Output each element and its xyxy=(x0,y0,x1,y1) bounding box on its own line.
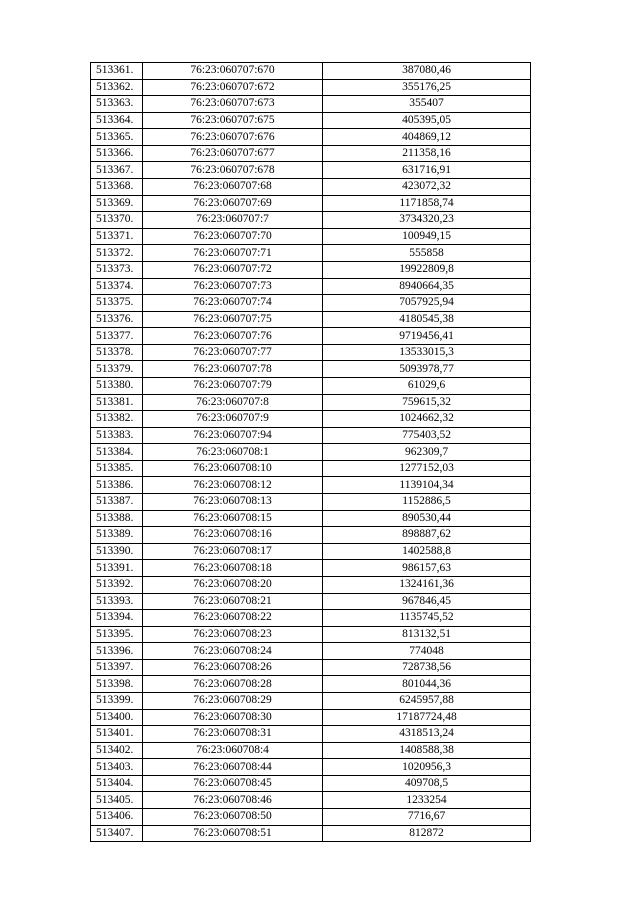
row-number-cell: 513389. xyxy=(91,527,143,544)
row-number-cell: 513393. xyxy=(91,593,143,610)
table-row xyxy=(91,510,531,527)
cadastral-value-cell: 801044,36 xyxy=(323,676,531,693)
table-row xyxy=(91,394,531,411)
cadastral-value-cell: 759615,32 xyxy=(323,394,531,411)
cadastral-number-cell: 76:23:060708:1 xyxy=(143,444,323,461)
cadastral-value-cell: 19922809,8 xyxy=(323,261,531,278)
table-row xyxy=(91,278,531,295)
row-number-cell: 513391. xyxy=(91,560,143,577)
table-row xyxy=(91,726,531,743)
cadastral-number-cell: 76:23:060708:28 xyxy=(143,676,323,693)
table-row xyxy=(91,460,531,477)
cadastral-number-cell: 76:23:060708:16 xyxy=(143,527,323,544)
row-number-cell: 513367. xyxy=(91,162,143,179)
table-row xyxy=(91,344,531,361)
table-row xyxy=(91,825,531,842)
cadastral-value-cell: 890530,44 xyxy=(323,510,531,527)
row-number-cell: 513400. xyxy=(91,709,143,726)
table-row xyxy=(91,543,531,560)
row-number-cell: 513379. xyxy=(91,361,143,378)
cadastral-number-cell: 76:23:060707:79 xyxy=(143,377,323,394)
cadastral-number-cell: 76:23:060707:94 xyxy=(143,427,323,444)
cadastral-number-cell: 76:23:060707:75 xyxy=(143,311,323,328)
table-row xyxy=(91,527,531,544)
table-row xyxy=(91,610,531,627)
cadastral-number-cell: 76:23:060708:29 xyxy=(143,692,323,709)
table-row xyxy=(91,63,531,80)
cadastral-value-cell: 3734320,23 xyxy=(323,212,531,229)
cadastral-value-cell: 4180545,38 xyxy=(323,311,531,328)
row-number-cell: 513397. xyxy=(91,659,143,676)
table-row xyxy=(91,295,531,312)
cadastral-value-cell: 211358,16 xyxy=(323,145,531,162)
cadastral-number-cell: 76:23:060707:72 xyxy=(143,261,323,278)
table-row xyxy=(91,560,531,577)
cadastral-value-cell: 1024662,32 xyxy=(323,411,531,428)
cadastral-number-cell: 76:23:060708:18 xyxy=(143,560,323,577)
cadastral-value-cell: 7057925,94 xyxy=(323,295,531,312)
table-row xyxy=(91,261,531,278)
row-number-cell: 513380. xyxy=(91,377,143,394)
cadastral-number-cell: 76:23:060708:50 xyxy=(143,809,323,826)
row-number-cell: 513386. xyxy=(91,477,143,494)
table-row xyxy=(91,643,531,660)
table-row xyxy=(91,162,531,179)
cadastral-number-cell: 76:23:060707:678 xyxy=(143,162,323,179)
table-row xyxy=(91,792,531,809)
table-row xyxy=(91,809,531,826)
table-row xyxy=(91,444,531,461)
cadastral-value-cell: 409708,5 xyxy=(323,775,531,792)
row-number-cell: 513392. xyxy=(91,576,143,593)
row-number-cell: 513381. xyxy=(91,394,143,411)
row-number-cell: 513390. xyxy=(91,543,143,560)
table-row xyxy=(91,775,531,792)
cadastral-value-cell: 1233254 xyxy=(323,792,531,809)
row-number-cell: 513407. xyxy=(91,825,143,842)
cadastral-number-cell: 76:23:060707:68 xyxy=(143,179,323,196)
row-number-cell: 513387. xyxy=(91,494,143,511)
cadastral-number-cell: 76:23:060708:45 xyxy=(143,775,323,792)
cadastral-value-cell: 898887,62 xyxy=(323,527,531,544)
cadastral-value-cell: 813132,51 xyxy=(323,626,531,643)
cadastral-number-cell: 76:23:060707:74 xyxy=(143,295,323,312)
row-number-cell: 513382. xyxy=(91,411,143,428)
cadastral-value-cell: 986157,63 xyxy=(323,560,531,577)
cadastral-value-cell: 1135745,52 xyxy=(323,610,531,627)
row-number-cell: 513371. xyxy=(91,228,143,245)
table-row xyxy=(91,179,531,196)
cadastral-value-cell: 355407 xyxy=(323,96,531,113)
cadastral-number-cell: 76:23:060708:22 xyxy=(143,610,323,627)
row-number-cell: 513361. xyxy=(91,63,143,80)
table-row xyxy=(91,228,531,245)
table-row xyxy=(91,709,531,726)
row-number-cell: 513406. xyxy=(91,809,143,826)
cadastral-number-cell: 76:23:060707:71 xyxy=(143,245,323,262)
cadastral-value-cell: 1139104,34 xyxy=(323,477,531,494)
row-number-cell: 513394. xyxy=(91,610,143,627)
cadastral-number-cell: 76:23:060707:78 xyxy=(143,361,323,378)
row-number-cell: 513370. xyxy=(91,212,143,229)
row-number-cell: 513378. xyxy=(91,344,143,361)
cadastral-number-cell: 76:23:060707:70 xyxy=(143,228,323,245)
table-row xyxy=(91,576,531,593)
cadastral-number-cell: 76:23:060707:9 xyxy=(143,411,323,428)
table-row xyxy=(91,212,531,229)
row-number-cell: 513369. xyxy=(91,195,143,212)
table-row xyxy=(91,361,531,378)
cadastral-number-cell: 76:23:060707:677 xyxy=(143,145,323,162)
cadastral-value-cell: 1324161,36 xyxy=(323,576,531,593)
row-number-cell: 513404. xyxy=(91,775,143,792)
row-number-cell: 513366. xyxy=(91,145,143,162)
cadastral-value-cell: 775403,52 xyxy=(323,427,531,444)
row-number-cell: 513373. xyxy=(91,261,143,278)
cadastral-value-cell: 812872 xyxy=(323,825,531,842)
cadastral-value-cell: 8940664,35 xyxy=(323,278,531,295)
row-number-cell: 513377. xyxy=(91,328,143,345)
table-row xyxy=(91,377,531,394)
cadastral-number-cell: 76:23:060708:24 xyxy=(143,643,323,660)
table-row xyxy=(91,692,531,709)
table-row xyxy=(91,96,531,113)
cadastral-number-cell: 76:23:060708:51 xyxy=(143,825,323,842)
row-number-cell: 513376. xyxy=(91,311,143,328)
cadastral-value-cell: 4318513,24 xyxy=(323,726,531,743)
cadastral-value-cell: 13533015,3 xyxy=(323,344,531,361)
cadastral-value-cell: 631716,91 xyxy=(323,162,531,179)
cadastral-number-cell: 76:23:060707:8 xyxy=(143,394,323,411)
cadastral-value-cell: 1152886,5 xyxy=(323,494,531,511)
cadastral-number-cell: 76:23:060708:12 xyxy=(143,477,323,494)
table-row xyxy=(91,742,531,759)
table-row xyxy=(91,477,531,494)
cadastral-number-cell: 76:23:060708:13 xyxy=(143,494,323,511)
row-number-cell: 513405. xyxy=(91,792,143,809)
cadastral-value-cell: 17187724,48 xyxy=(323,709,531,726)
table-row xyxy=(91,411,531,428)
table-row xyxy=(91,328,531,345)
cadastral-number-cell: 76:23:060707:672 xyxy=(143,79,323,96)
cadastral-value-cell: 423072,32 xyxy=(323,179,531,196)
cadastral-value-cell: 967846,45 xyxy=(323,593,531,610)
cadastral-number-cell: 76:23:060708:23 xyxy=(143,626,323,643)
row-number-cell: 513383. xyxy=(91,427,143,444)
table-row xyxy=(91,79,531,96)
row-number-cell: 513403. xyxy=(91,759,143,776)
cadastral-number-cell: 76:23:060708:21 xyxy=(143,593,323,610)
cadastral-value-cell: 1171858,74 xyxy=(323,195,531,212)
cadastral-value-cell: 1408588,38 xyxy=(323,742,531,759)
table-row xyxy=(91,494,531,511)
row-number-cell: 513362. xyxy=(91,79,143,96)
row-number-cell: 513372. xyxy=(91,245,143,262)
row-number-cell: 513395. xyxy=(91,626,143,643)
cadastral-value-cell: 774048 xyxy=(323,643,531,660)
cadastral-number-cell: 76:23:060707:673 xyxy=(143,96,323,113)
cadastral-value-cell: 728738,56 xyxy=(323,659,531,676)
cadastral-number-cell: 76:23:060707:69 xyxy=(143,195,323,212)
row-number-cell: 513368. xyxy=(91,179,143,196)
cadastral-number-cell: 76:23:060707:676 xyxy=(143,129,323,146)
cadastral-value-cell: 7716,67 xyxy=(323,809,531,826)
table-row xyxy=(91,145,531,162)
table-row xyxy=(91,427,531,444)
cadastral-value-cell: 1402588,8 xyxy=(323,543,531,560)
row-number-cell: 513399. xyxy=(91,692,143,709)
row-number-cell: 513375. xyxy=(91,295,143,312)
row-number-cell: 513363. xyxy=(91,96,143,113)
cadastral-number-cell: 76:23:060707:675 xyxy=(143,112,323,129)
table-row xyxy=(91,659,531,676)
cadastral-value-cell: 962309,7 xyxy=(323,444,531,461)
row-number-cell: 513374. xyxy=(91,278,143,295)
cadastral-value-cell: 405395,05 xyxy=(323,112,531,129)
cadastral-number-cell: 76:23:060707:73 xyxy=(143,278,323,295)
cadastral-number-cell: 76:23:060708:46 xyxy=(143,792,323,809)
cadastral-value-cell: 1020956,3 xyxy=(323,759,531,776)
cadastral-number-cell: 76:23:060707:76 xyxy=(143,328,323,345)
row-number-cell: 513365. xyxy=(91,129,143,146)
cadastral-number-cell: 76:23:060707:670 xyxy=(143,63,323,80)
cadastral-value-cell: 555858 xyxy=(323,245,531,262)
table-row xyxy=(91,112,531,129)
cadastral-number-cell: 76:23:060708:31 xyxy=(143,726,323,743)
row-number-cell: 513398. xyxy=(91,676,143,693)
cadastral-value-cell: 5093978,77 xyxy=(323,361,531,378)
cadastral-value-cell: 1277152,03 xyxy=(323,460,531,477)
cadastral-value-cell: 404869,12 xyxy=(323,129,531,146)
row-number-cell: 513364. xyxy=(91,112,143,129)
cadastral-number-cell: 76:23:060708:15 xyxy=(143,510,323,527)
row-number-cell: 513402. xyxy=(91,742,143,759)
cadastral-value-cell: 6245957,88 xyxy=(323,692,531,709)
cadastral-value-table xyxy=(90,62,531,842)
table-row xyxy=(91,676,531,693)
table-row xyxy=(91,593,531,610)
cadastral-number-cell: 76:23:060707:77 xyxy=(143,344,323,361)
cadastral-value-cell: 355176,25 xyxy=(323,79,531,96)
cadastral-number-cell: 76:23:060708:17 xyxy=(143,543,323,560)
cadastral-value-cell: 9719456,41 xyxy=(323,328,531,345)
cadastral-number-cell: 76:23:060708:20 xyxy=(143,576,323,593)
cadastral-value-cell: 387080,46 xyxy=(323,63,531,80)
cadastral-value-cell: 100949,15 xyxy=(323,228,531,245)
table-row xyxy=(91,129,531,146)
cadastral-number-cell: 76:23:060708:10 xyxy=(143,460,323,477)
table-row xyxy=(91,245,531,262)
cadastral-number-cell: 76:23:060708:26 xyxy=(143,659,323,676)
row-number-cell: 513384. xyxy=(91,444,143,461)
table-row xyxy=(91,311,531,328)
row-number-cell: 513388. xyxy=(91,510,143,527)
cadastral-value-cell: 61029,6 xyxy=(323,377,531,394)
row-number-cell: 513396. xyxy=(91,643,143,660)
table-row xyxy=(91,195,531,212)
cadastral-number-cell: 76:23:060708:44 xyxy=(143,759,323,776)
table-body xyxy=(91,63,531,842)
cadastral-number-cell: 76:23:060708:30 xyxy=(143,709,323,726)
row-number-cell: 513401. xyxy=(91,726,143,743)
table-row xyxy=(91,759,531,776)
cadastral-number-cell: 76:23:060707:7 xyxy=(143,212,323,229)
cadastral-number-cell: 76:23:060708:4 xyxy=(143,742,323,759)
row-number-cell: 513385. xyxy=(91,460,143,477)
table-row xyxy=(91,626,531,643)
